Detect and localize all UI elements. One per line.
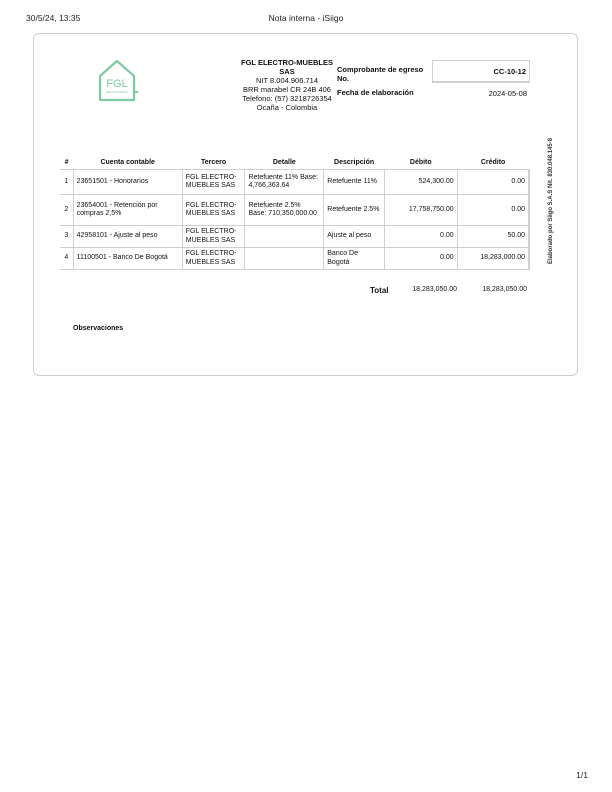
print-header — [0, 13, 612, 25]
siigo-side-note: Elaborado por Siigo S.A.S Nit. 830.048.145-8 — [548, 137, 554, 264]
voucher-value: CC-10-12 — [432, 60, 530, 82]
company-info — [237, 58, 337, 112]
row-description: Retefuente 11% — [324, 170, 385, 195]
header-index: # — [64, 158, 69, 166]
row-detail: Retefuente 11% Base: 4,766,363.64 — [245, 170, 324, 195]
company-name-line2: SAS — [279, 67, 295, 76]
row-third: FGL ELECTRO-MUEBLES SAS — [182, 195, 245, 226]
header-debit: Débito — [409, 158, 432, 166]
row-debit: 0.00 — [384, 248, 457, 270]
totals-label: Total — [370, 286, 389, 295]
header-credit: Crédito — [480, 158, 506, 166]
totals-debit: 18,283,050.00 — [412, 286, 457, 293]
row-credit: 18,283,000.00 — [457, 248, 529, 270]
row-index: 4 — [60, 248, 73, 270]
table-row — [60, 226, 529, 248]
row-credit: 0.00 — [457, 170, 529, 195]
row-debit: 524,300.00 — [384, 170, 457, 195]
row-account: 11100501 - Banco De Bogotá — [73, 248, 182, 270]
header-description: Descripción — [334, 158, 375, 166]
voucher-row — [334, 60, 530, 83]
row-description: Retefuente 2.5% — [324, 195, 385, 226]
row-debit: 0.00 — [384, 226, 457, 248]
totals-credit: 18,283,050.00 — [482, 286, 527, 293]
row-account: 42958101 - Ajuste al peso — [73, 226, 182, 248]
page-number: 1/1 — [576, 770, 588, 780]
row-third: FGL ELECTRO-MUEBLES SAS — [182, 170, 245, 195]
logo-text: FGL — [106, 78, 128, 90]
row-credit: 0.00 — [457, 195, 529, 226]
row-account: 23651501 - Honorarios — [73, 170, 182, 195]
company-name-line1: FGL ELECTRO-MUEBLES — [241, 58, 333, 67]
company-address: BRR marabel CR 24B 406 — [243, 85, 331, 94]
row-index: 1 — [60, 170, 73, 195]
date-label: Fecha de elaboración — [337, 88, 414, 97]
row-third: FGL ELECTRO-MUEBLES SAS — [182, 226, 245, 248]
row-description: Banco De Bogotá — [324, 248, 385, 270]
voucher-label: Comprobante de egreso No. — [337, 65, 424, 83]
row-index: 2 — [60, 195, 73, 226]
logo-subtext: Electro Muebles — [106, 90, 128, 94]
company-nit: NIT 8.004.906.714 — [256, 76, 318, 85]
row-detail: Retefuente 2.5% Base: 710,350,000.00 — [245, 195, 324, 226]
row-credit: 50.00 — [457, 226, 529, 248]
date-row — [334, 83, 530, 106]
entries-table — [60, 155, 530, 270]
print-datetime: 30/5/24, 13:35 — [26, 13, 81, 23]
header-account: Cuenta contable — [100, 158, 155, 166]
table-header-row — [60, 155, 529, 170]
row-description: Ajuste al peso — [324, 226, 385, 248]
company-city: Ocaña - Colombia — [256, 103, 318, 112]
voucher-card — [33, 33, 578, 376]
print-title: Nota interna - iSiigo — [268, 13, 344, 23]
row-index: 3 — [60, 226, 73, 248]
date-value: 2024-05-08 — [432, 82, 530, 104]
observations-label: Observaciones — [73, 325, 124, 332]
row-third: FGL ELECTRO-MUEBLES SAS — [182, 248, 245, 270]
company-logo — [96, 56, 138, 104]
table-row — [60, 195, 529, 226]
document-meta — [334, 60, 530, 106]
company-phone: Telefono: (57) 3218726354 — [242, 94, 332, 103]
row-detail — [245, 248, 324, 270]
row-detail — [245, 226, 324, 248]
header-third: Tercero — [201, 158, 227, 166]
table-row — [60, 170, 529, 195]
table-row — [60, 248, 529, 270]
row-account: 23654001 - Retención por compras 2,5% — [73, 195, 182, 226]
header-detail: Detalle — [272, 158, 296, 166]
row-debit: 17,758,750.00 — [384, 195, 457, 226]
